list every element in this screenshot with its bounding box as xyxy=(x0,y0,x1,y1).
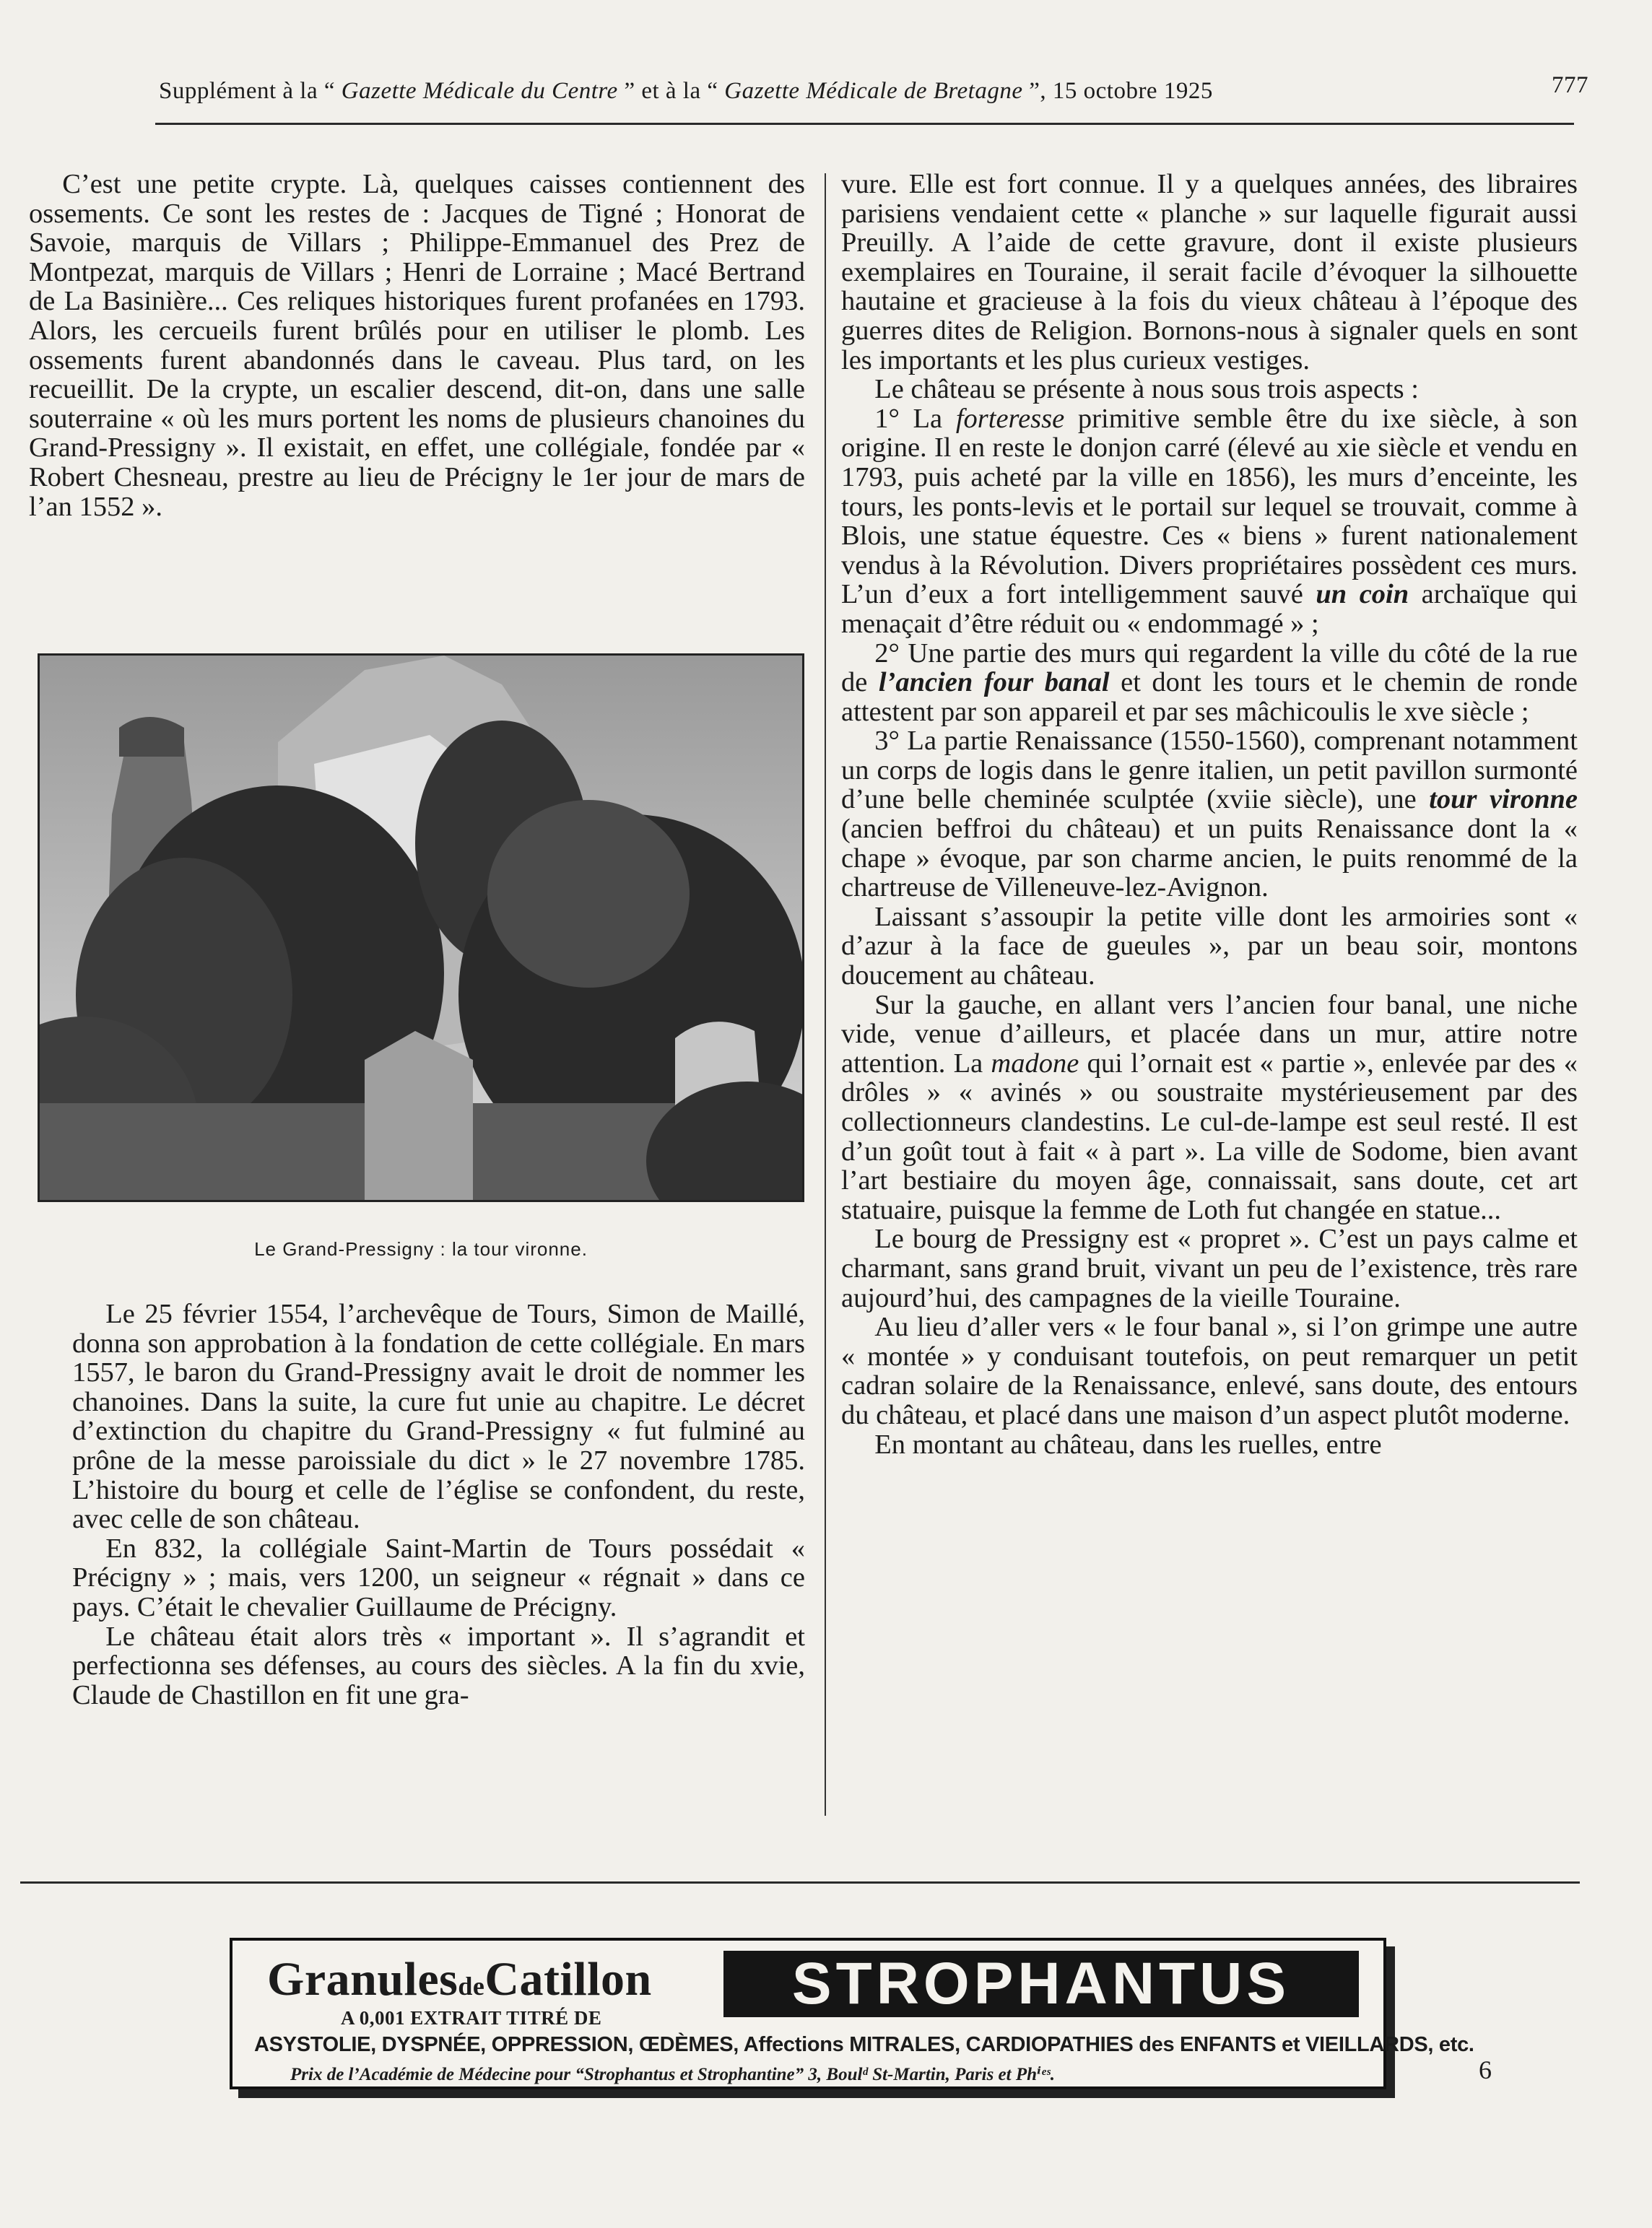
paragraph: C’est une petite crypte. Là, quelques caisses contiennent des ossements. Ce sont les restes de : Jacques de Tigné ; Honorat de Savoie, marquis de Villars ; Philippe-Emmanuel des Prez de Montpezat, marquis de Villars ; Henri de Lorraine ; Macé Bertrand de La Basinière... Ces reliques historiques furent profanées en 1793. Alors, les cercueils furent brûlés pour en utiliser le plomb. Les ossements furent abandonnés dans le caveau. Plus tard, on les recueillit. De la crypte, un escalier descend, dit-on, dans une salle souterraine « où les murs portent les noms de plusieurs chanoines du Grand-Pressigny ». Il existait, en effet, une collégiale, fondée par « Robert Chesneau, prestre au lieu de Précigny le 1er jour de mars de l’an 1552 ». xyxy=(29,169,805,522)
paragraph: Le château se présente à nous sous trois aspects : xyxy=(874,374,1419,405)
paragraph: Sur la gauche, en allant vers l’ancien four banal, une niche vide, venue d’ailleurs, et placée dans un mur, attire notre attention. La madone qui l’ornait est « partie », enlevée par des « drôles » « avinés » ou soustraite mystérieusement par des collectionneurs clandestins. Le cul-de-lampe est seul resté. Il est d’un goût tout à fait « à part ». La ville de Sodome, bien avant l’art bestiaire du moyen âge, connaissait, sans doute, cet art statuaire, puisque la femme de Loth fut changée en statue... xyxy=(841,989,1578,1225)
ad-prize-address: Prix de l’Académie de Médecine pour “Strophantus et Strophantine” 3, Boulᵈ St-Martin, Paris et Phⁱᵉˢ. xyxy=(290,2065,1056,2084)
ad-brand: GranulesdeCatillon xyxy=(267,1953,652,2006)
bottom-rule xyxy=(20,1881,1580,1884)
paragraph: 1° La forteresse primitive semble être du ixe siècle, à son origine. Il en reste le donjon carré (élevé au xie siècle et vendu en 1793, puis acheté par la ville en 1856), les murs d’enceinte, les tours, les ponts-levis et le portail sur lequel se trouvait, comme à Blois, une statue équestre. Ces « biens » furent nationalement vendus à la Révolution. Divers propriétaires possèdent ces murs. L’un d’eux a fort intelligemment sauvé un coin archaïque qui menaçait d’être réduit ou « endommagé » ; xyxy=(841,403,1578,639)
paragraph: vure. Elle est fort connue. Il y a quelques années, des libraires parisiens vendaient cette « planche » sur laquelle figurait aussi Preuilly. A l’aide de cette gravure, dont il existe plusieurs exemplaires en Touraine, il serait facile d’évoquer la silhouette hautaine et gracieuse à la fois du vieux château à l’époque des guerres dites de Religion. Bornons-nous à signaler quels en sont les importants et les plus curieux vestiges. xyxy=(841,169,1578,375)
column-rule xyxy=(825,173,826,1816)
paragraph: Au lieu d’aller vers « le four banal », si l’on grimpe une autre « montée » y conduisant toutefois, on peut remarquer un petit cadran solaire de la Renaissance, enlevé, sans doute, des entours du château, et placé dans une maison d’un aspect plutôt moderne. xyxy=(841,1312,1578,1430)
paragraph: Le château était alors très « important ». Il s’agrandit et perfectionna ses défenses, au cours des siècles. A la fin du xvie, Claude de Chastillon en fit une gra- xyxy=(72,1621,805,1710)
paragraph: Laissant s’assoupir la petite ville dont les armoiries sont « d’azur à la face de gueules », par un beau soir, montons doucement au château. xyxy=(841,901,1578,991)
paragraph: En 832, la collégiale Saint-Martin de Tours possédait « Précigny » ; mais, vers 1200, un seigneur « régnait » dans ce pays. C’était le chevalier Guillaume de Précigny. xyxy=(72,1533,805,1622)
advertisement-strophantus xyxy=(230,1938,1474,2089)
header-rule xyxy=(155,123,1574,125)
photo-tour-vironne xyxy=(38,653,804,1202)
photo-caption: Le Grand-Pressigny : la tour vironne. xyxy=(254,1238,588,1260)
paragraph: Le bourg de Pressigny est « propret ». C’est un pays calme et charmant, sans grand bruit, vivant un peu de l’existence, très rare aujourd’hui, des campagnes de la vieille Touraine. xyxy=(841,1224,1578,1313)
ad-product-banner: STROPHANTUS xyxy=(723,1951,1359,2017)
paragraph: 3° La partie Renaissance (1550-1560), comprenant notamment un corps de logis dans le genre italien, un petit pavillon surmonté d’une belle cheminée sculptée (xviie siècle), une tour vironne (ancien beffroi du château) et un puits Renaissance dont la « chape » évoque, par son charme ancien, le puits renommé de la chartreuse de Villeneuve-lez-Avignon. xyxy=(841,726,1578,903)
photo-illustration xyxy=(40,656,802,1200)
ad-indications: ASYSTOLIE, DYSPNÉE, OPPRESSION, ŒDÈMES, Affections MITRALES, CARDIOPATHIES des ENFANTS et VIEILLARDS, etc. xyxy=(254,2033,1474,2056)
paragraph: Le 25 février 1554, l’archevêque de Tours, Simon de Maillé, donna son approbation à la fondation de cette collégiale. En mars 1557, le baron du Grand-Pressigny avait le droit de nommer les chanoines. Dans la suite, la cure fut unie au chapitre. Le décret d’extinction du chapitre du Grand-Pressigny « fut fulminé au prône de la messe paroissiale du dict » le 27 novembre 1785. L’histoire du bourg et celle de l’église se confondent, du reste, avec celle de son château. xyxy=(72,1299,805,1535)
folio-number: 777 xyxy=(1552,72,1588,98)
right-column xyxy=(841,170,1578,1459)
page-number: 6 xyxy=(1479,2055,1492,2084)
left-column-bottom xyxy=(72,1300,805,1710)
paragraph: En montant au château, dans les ruelles, entre xyxy=(874,1429,1382,1460)
header-text: Supplément à la “ Gazette Médicale du Centre ” et à la “ Gazette Médicale de Bretagne ”, 15 octobre 1925 xyxy=(159,78,1213,104)
paragraph: 2° Une partie des murs qui regardent la ville du côté de la rue de l’ancien four banal et dont les tours et le chemin de ronde attestent par son appareil et par ses mâchicoulis le xve siècle ; xyxy=(841,637,1578,727)
left-column-top xyxy=(29,170,805,521)
running-header xyxy=(159,72,1588,116)
ad-extrait: A 0,001 EXTRAIT TITRÉ DE xyxy=(341,2007,602,2029)
